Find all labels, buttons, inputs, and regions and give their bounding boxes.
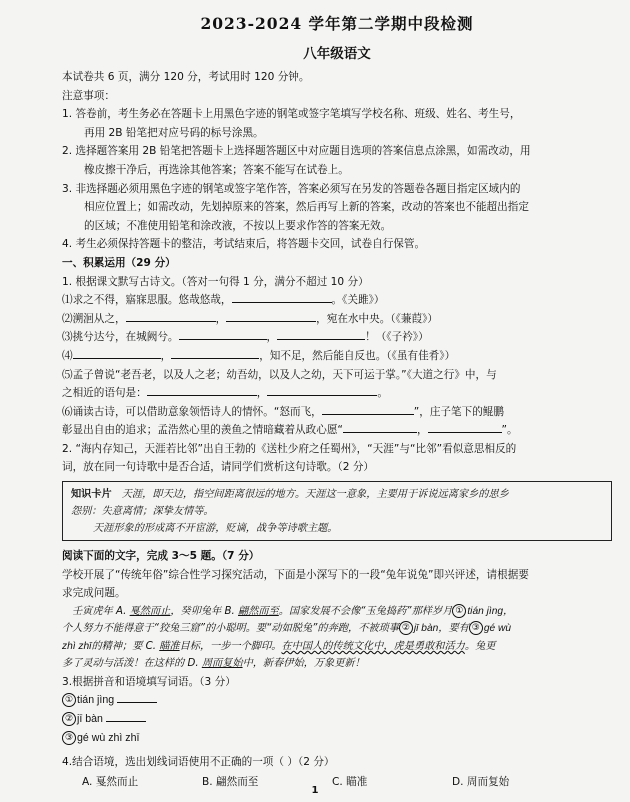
question-3: 3.根据拼音和语境填写词语。（3 分） [62, 675, 236, 688]
option-a[interactable]: A. 戛然而止 [82, 775, 139, 788]
question-text: ，宛在水中央。（《蒹葭》） [316, 312, 438, 325]
answer-blank[interactable] [343, 421, 417, 433]
answer-blank[interactable] [106, 710, 146, 722]
pinyin-text: tián jìng [77, 694, 115, 707]
passage-line [62, 655, 612, 673]
exam-title: 2023-2024 学年第二学期中段检测 [200, 14, 474, 33]
answer-blank[interactable] [117, 691, 157, 703]
question-text: ”。 [501, 424, 518, 437]
question-text: ⑷ [62, 349, 73, 362]
answer-blank[interactable] [226, 310, 316, 322]
question-1-6 [62, 403, 612, 422]
note-3-cont: 相应位置上；如需改动，先划掉原来的答案，然后再写上新的答案，改动的答案也不能超出指定 [84, 201, 529, 214]
passage-text: 中，新春伊始，万象更新！ [242, 658, 365, 670]
passage-text: 。兔更 [464, 640, 496, 652]
knowledge-card-text: 天涯形象的形成离不开宦游，贬谪，战争等诗歌主题。 [93, 523, 338, 535]
passage-line [72, 603, 612, 621]
question-text: ⑹诵读古诗，可以借助意象领悟诗人的情怀。“怒而飞， [62, 405, 322, 418]
question-1-5-cont: 之相近的语句是： ， 。 [62, 384, 612, 403]
note-2-cont: 橡皮擦干净后，再选涂其他答案；答案不能写在试卷上。 [84, 163, 349, 176]
exam-summary: 本试卷共 6 页，满分 120 分，考试用时 120 分钟。 [62, 71, 310, 83]
answer-blank[interactable] [179, 328, 267, 340]
passage-text: 多了灵动与活泼！在这样的 D. [62, 658, 202, 670]
pinyin-text: zhì zhī [62, 640, 92, 652]
question-text: 。《关雎》） [331, 294, 385, 307]
question-1-6-cont: 彰显出自由的追求；孟浩然心里的羡鱼之情暗藏着从政心愿“ ， ”。 [62, 421, 612, 440]
reading-heading: 阅读下面的文字，完成 3～5 题。（7 分） [62, 550, 260, 563]
underlined-term-b: 翩然而至 [238, 605, 279, 617]
question-1-1 [62, 291, 612, 310]
passage-line [62, 620, 612, 638]
note-2: 2. 选择题答案用 2B 铅笔把答题卡上选择题答题区中对应题目选项的答案信息点涂黑，如需改动，用 [62, 145, 531, 158]
question-text: ”，庄子笔下的鲲鹏 [413, 405, 504, 418]
reading-intro-cont: 求完成问题。 [62, 587, 126, 600]
passage-text: 的精神；要 C. [91, 640, 160, 652]
question-text: ⑶挑兮达兮，在城阙兮。 [62, 331, 179, 344]
question-2: 2. “海内存知己，天涯若比邻”出自王勃的《送杜少府之任蜀州》，“天涯”与“比邻”看似意思相反的 [62, 442, 517, 455]
question-3-item-1 [62, 691, 612, 710]
knowledge-card-text: 天涯，即天边，指空间距离很远的地方。天涯这一意象，主要用于诉说远离家乡的思乡 [121, 489, 509, 501]
option-b[interactable]: B. 翩然而至 [202, 775, 259, 788]
note-4: 4. 考生必须保持答题卡的整洁，考试结束后，将答题卡交回，试卷自行保管。 [62, 238, 426, 251]
answer-blank[interactable] [126, 310, 216, 322]
answer-blank[interactable] [267, 384, 377, 396]
question-3-item-2 [62, 710, 612, 729]
answer-blank[interactable] [171, 347, 259, 359]
question-text: 之相近的语句是： [62, 387, 147, 400]
underlined-term-c: 瞄准 [159, 640, 180, 652]
pinyin-text: gé wù zhì zhī [77, 731, 140, 744]
question-text: ，知不足，然后能自反也。（《虽有佳肴》） [259, 349, 456, 362]
circled-number: ① [62, 693, 76, 707]
note-1: 1. 答卷前，考生务必在答题卡上用黑色字迹的钢笔或签字笔填写学校名称、班级、姓名、考生号， [62, 108, 521, 121]
exam-subtitle: 八年级语文 [303, 46, 371, 62]
circled-number: ③ [62, 731, 76, 745]
passage-text: 个人努力不能得意于“狡兔三窟”的小聪明。要“动如脱兔”的奔跑，不被琐事 [62, 623, 399, 635]
question-text: 彰显出自由的追求；孟浩然心里的羡鱼之情暗藏着从政心愿“ [62, 424, 343, 437]
question-4: 4.结合语境，选出划线词语使用不正确的一项（ ）（2 分） [62, 756, 335, 769]
question-text: ！（《子衿》） [365, 331, 429, 344]
question-text: ⑴求之不得，寤寐思服。悠哉悠哉， [62, 294, 232, 307]
answer-blank[interactable] [322, 403, 414, 415]
section-heading: 一、积累运用（29 分） [62, 256, 176, 269]
question-2-cont: 词，放在同一句诗歌中是否合适，请同学们赏析这句诗歌。（2 分） [62, 461, 375, 474]
question-1-4: ⑷ ， ，知不足，然后能自反也。（《虽有佳肴》） [62, 347, 612, 366]
passage-text: ，要有 [438, 623, 469, 635]
note-1-cont: 再用 2B 铅笔把对应号码的标号涂黑。 [84, 126, 264, 139]
pinyin-text: jī bàn [413, 623, 439, 635]
reading-intro: 学校开展了“传统年俗”综合性学习探究活动，下面是小深写下的一段“兔年说兔”即兴评述，请根据要 [62, 568, 529, 581]
passage-line [62, 638, 612, 656]
pinyin-text: gé wù [483, 623, 512, 635]
reading-passage [62, 603, 612, 673]
notes-title: 注意事项： [62, 89, 115, 102]
answer-blank[interactable] [232, 291, 332, 303]
question-1-3: ⑶挑兮达兮，在城阙兮。 ， ！（《子衿》） [62, 328, 612, 347]
circled-number: ① [452, 604, 466, 618]
passage-text: ，癸卯兔年 B. [170, 605, 239, 617]
underlined-term-a: 戛然而止 [129, 605, 171, 617]
note-3-cont2: 的区域；不准使用铅笔和涂改液，不按以上要求作答的答案无效。 [84, 219, 392, 232]
pinyin-text: jī bàn [77, 713, 103, 726]
knowledge-card-label: 知识卡片 [71, 489, 112, 501]
option-c[interactable]: C. 瞄准 [332, 775, 368, 788]
wavy-underlined-sentence: 在中国人的传统文化中，虎是勇敢和活力 [281, 640, 465, 652]
question-text: ⑵溯洄从之， [62, 312, 126, 325]
page-number: 1 [311, 785, 319, 796]
passage-text: 。国家发展不会像“玉兔捣药”那样岁月 [278, 605, 453, 617]
passage-text: 壬寅虎年 A. [72, 605, 130, 617]
circled-number: ② [399, 621, 413, 635]
question-1-2: ⑵溯洄从之， ， ，宛在水中央。（《蒹葭》） [62, 310, 612, 329]
answer-blank[interactable] [73, 347, 161, 359]
pinyin-text: tián jìng， [467, 605, 514, 617]
question-1-5: ⑸孟子曾说“老吾老，以及人之老；幼吾幼，以及人之幼，天下可运于掌。”《大道之行》中，与 [62, 368, 497, 381]
question-1-stem: 1. 根据课文默写古诗文。（答对一句得 1 分，满分不超过 10 分） [62, 275, 369, 288]
knowledge-card [62, 481, 612, 541]
knowledge-card-text: 怨别：失意离情；深挚友情等。 [71, 506, 214, 518]
circled-number: ③ [469, 621, 483, 635]
answer-blank[interactable] [147, 384, 257, 396]
underlined-term-d: 周而复始 [201, 658, 243, 670]
passage-text: 目标，一步一个脚印。 [179, 640, 282, 652]
note-3: 3. 非选择题必须用黑色字迹的钢笔或签字笔作答，答案必须写在另发的答题卷各题目指定区域内的 [62, 182, 521, 195]
option-d[interactable]: D. 周而复始 [452, 775, 510, 788]
answer-blank[interactable] [277, 328, 365, 340]
question-3-item-3 [62, 729, 612, 748]
answer-blank[interactable] [428, 421, 502, 433]
circled-number: ② [62, 712, 76, 726]
